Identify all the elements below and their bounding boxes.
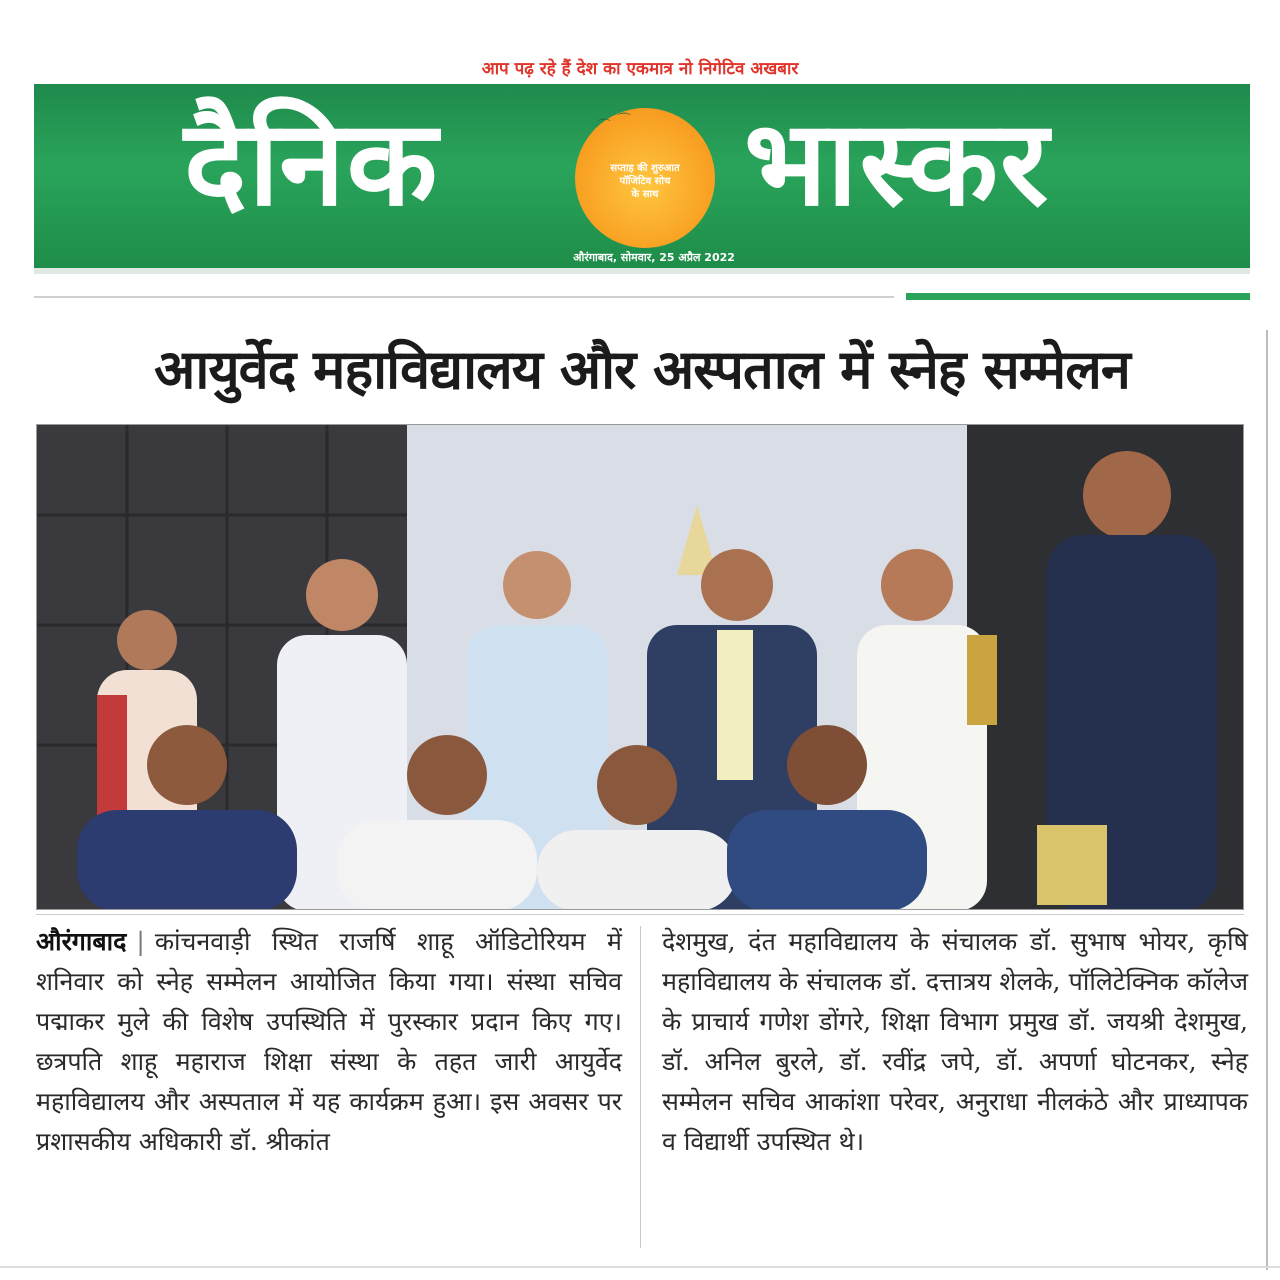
footer-rule [0,1266,1280,1268]
article-body-left: कांचनवाड़ी स्थित राजर्षि शाहू ऑडिटोरियम में शनिवार को स्नेह सम्मेलन आयोजित किया गया। संस्था सचिव पद्माकर मुले की विशेष उपस्थिति में पुरस्कार प्रदान किए गए। छत्रपति शाहू महाराज शिक्षा संस्था के तहत जारी आयुर्वेद महाविद्यालय और अस्पताल में यह कार्यक्रम हुआ। इस अवसर पर प्रशासकीय अधिकारी डॉ. श्रीकांत [36,927,622,1156]
article-photo [36,424,1244,910]
dateline-separator: | [136,927,145,956]
emblem-line-3: के साथ [631,189,659,200]
section-divider [34,296,894,298]
article-headline: आयुर्वेद महाविद्यालय और अस्पताल में स्नेह सम्मेलन [154,338,1130,401]
column-divider [640,926,641,1248]
article-dateline: औरंगाबाद [36,927,127,956]
masthead-tagline: आप पढ़ रहे हैं देश का एकमात्र नो निगेटिव अखबार [481,59,799,79]
emblem-line-2: पॉजिटिव सोच [619,176,671,187]
article-body-right: देशमुख, दंत महाविद्यालय के संचालक डॉ. सुभाष भोयर, कृषि महाविद्यालय के संचालक डॉ. दत्तात्रय शेलके, पॉलिटेक्निक कॉलेज के प्राचार्य गणेश डोंगरे, शिक्षा विभाग प्रमुख डॉ. जयश्री देशमुख, डॉ. अनिल बुरले, डॉ. रवींद्र जपे, डॉ. अपर्णा घोटनकर, स्नेह सम्मेलन सचिव आकांशा परेवर, अनुराधा नीलकंठे और प्राध्यापक व विद्यार्थी उपस्थित थे। [662,927,1248,1156]
masthead-dateline: औरंगाबाद, सोमवार, 25 अप्रैल 2022 [573,251,735,264]
green-accent-strip [906,293,1250,300]
page-edge-rule [1266,330,1268,1270]
masthead-name-left: दैनिक [184,94,440,232]
newspaper-masthead [34,84,1250,274]
group-photo-illustration [37,425,1244,910]
emblem-line-1: सप्ताह की शुरुआत [610,163,680,174]
article-column-right [662,922,1248,1162]
article-column-left [36,922,622,1162]
masthead-name-right: भास्कर [744,94,1051,232]
bird-icon-2: ⌒ [617,113,631,129]
sun-emblem-text [561,162,729,201]
bird-icon: ⌒ [597,119,611,135]
byline-rule [36,914,1244,915]
sun-emblem-icon [561,108,729,258]
